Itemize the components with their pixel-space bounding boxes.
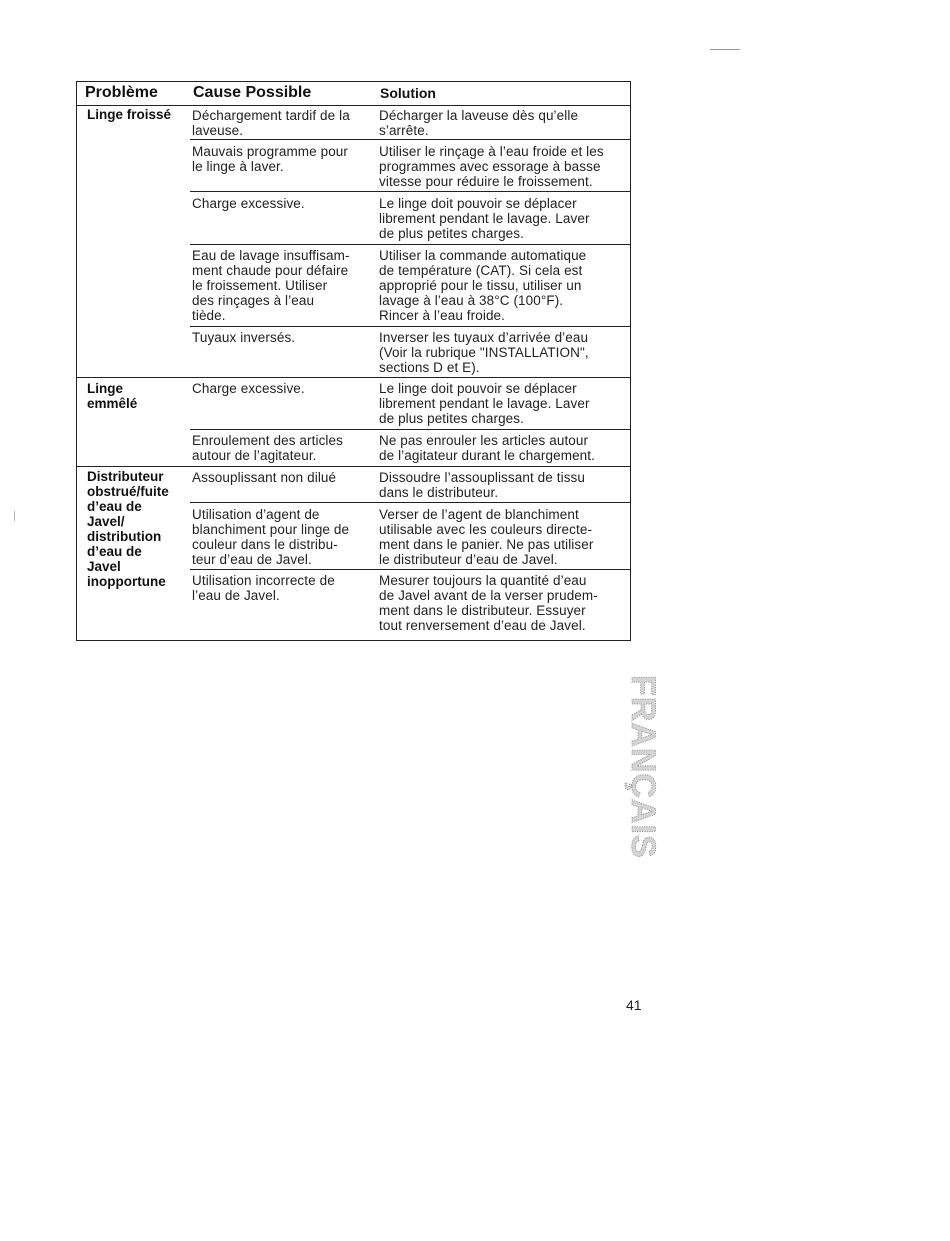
row-divider [190, 326, 630, 327]
cause-cell: Charge excessive. [192, 196, 305, 211]
solution-cell: Dissoudre l’assouplissant de tissu dans le distributeur. [379, 470, 585, 500]
solution-cell: Utiliser le rinçage à l’eau froide et les programmes avec essorage à basse vitesse pour réduire le froissement. [379, 144, 604, 189]
header-cause: Cause Possible [193, 84, 312, 101]
header-problem: Problème [85, 84, 158, 101]
cause-cell: Eau de lavage insuffisam- ment chaude pour défaire le froissement. Utiliser des rinçages à l’eau tiède. [192, 248, 350, 323]
row-divider [190, 191, 630, 192]
solution-cell: Verser de l’agent de blanchiment utilisable avec les couleurs directe- ment dans le panier. Ne pas utiliser le distributeur d’eau de Javel. [379, 507, 594, 567]
solution-cell: Le linge doit pouvoir se déplacer librement pendant le lavage. Laver de plus petites charges. [379, 196, 590, 241]
margin-tick [14, 511, 15, 521]
solution-cell: Inverser les tuyaux d’arrivée d’eau (Voir la rubrique "INSTALLATION", sections D et E). [379, 330, 589, 375]
cause-cell: Utilisation d’agent de blanchiment pour linge de couleur dans le distribu- teur d’eau de Javel. [192, 507, 350, 567]
solution-cell: Le linge doit pouvoir se déplacer librement pendant le lavage. Laver de plus petites charges. [379, 381, 590, 426]
problem-linge-froisse: Linge froissé [87, 107, 172, 122]
cause-cell: Mauvais programme pour le linge à laver. [192, 144, 349, 174]
row-divider [190, 502, 630, 503]
header-solution: Solution [380, 85, 436, 101]
svg-text:FRANÇAIS: FRANÇAIS [624, 675, 662, 859]
solution-cell: Mesurer toujours la quantité d’eau de Javel avant de la verser prudem- ment dans le distributeur. Essuyer tout renversement d’eau de Javel. [379, 573, 598, 633]
cause-cell: Tuyaux inversés. [192, 330, 296, 345]
row-divider [190, 244, 630, 245]
solution-cell: Utiliser la commande automatique de température (CAT). Si cela est approprié pour le tissu, utiliser un lavage à l’eau à 38°C (100°F). Rincer à l’eau froide. [379, 248, 587, 323]
side-language-label [618, 675, 668, 865]
problem-distributeur: Distributeur obstrué/fuite d’eau de Javel/ distribution d’eau de Javel inopportune [87, 469, 169, 589]
cause-cell: Déchargement tardif de la laveuse. [192, 108, 350, 138]
solution-cell: Ne pas enrouler les articles autour de l’agitateur durant le chargement. [379, 433, 595, 463]
row-divider [190, 569, 630, 570]
section-divider [77, 377, 630, 378]
page-number: 41 [626, 997, 642, 1013]
cause-cell: Enroulement des articles autour de l’agitateur. [192, 433, 343, 463]
table-header [77, 82, 630, 106]
cause-cell: Charge excessive. [192, 381, 305, 396]
row-divider [190, 139, 630, 140]
solution-cell: Décharger la laveuse dès qu’elle s’arrête. [379, 108, 579, 138]
row-divider [190, 429, 630, 430]
corner-rule [710, 49, 740, 50]
section-divider [77, 466, 630, 467]
problem-linge-emmele: Linge emmêlé [87, 381, 138, 411]
cause-cell: Assouplissant non dilué [192, 470, 337, 485]
cause-cell: Utilisation incorrecte de l’eau de Javel. [192, 573, 335, 603]
troubleshooting-table [76, 81, 631, 641]
